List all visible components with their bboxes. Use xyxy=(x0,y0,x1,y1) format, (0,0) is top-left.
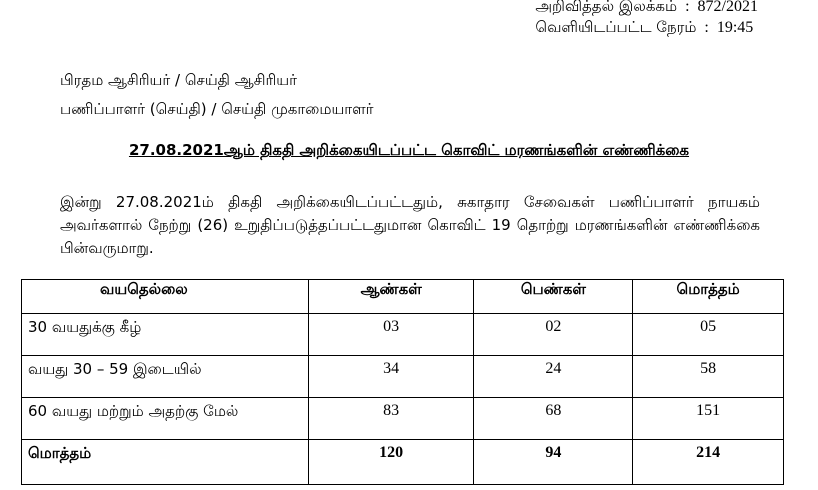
header-age-range: வயதெல்லை xyxy=(22,280,309,314)
notice-number-value: 872/2021 xyxy=(697,0,758,15)
cell-age: வயது 30 – 59 இடையில் xyxy=(22,356,309,398)
intro-paragraph: இன்று 27.08.2021ம் திகதி அறிக்கையிடப்பட்டதும், சுகாதார சேவைகள் பணிப்பாளர் நாயகம் அவர்களால் நேற்று (26) உறுதிப்படுத்தப்பட்டதுமான கொவிட் 19 தொற்று மரணங்களின் எண்ணிக்கை பின்வருமாறு. xyxy=(60,193,760,257)
total-all: 214 xyxy=(633,440,784,485)
table-total-row xyxy=(22,440,784,485)
cell-age: 60 வயது மற்றும் அதற்கு மேல் xyxy=(22,398,309,440)
cell-total: 58 xyxy=(633,356,784,398)
cell-female: 68 xyxy=(474,398,633,440)
release-time-label: வெளியிடப்பட்ட நேரம் xyxy=(535,18,697,36)
notice-meta xyxy=(535,0,758,38)
release-time-value: 19:45 xyxy=(716,19,754,36)
cell-total: 151 xyxy=(633,398,784,440)
release-time-row: வெளியிடப்பட்ட நேரம் : 19:45 xyxy=(535,18,754,36)
total-label: மொத்தம் xyxy=(22,440,309,485)
total-male: 120 xyxy=(308,440,474,485)
table-header-row xyxy=(22,280,784,314)
recipient-line-2: பணிப்பாளர் (செய்தி) / செய்தி முகாமையாளர் xyxy=(60,100,374,118)
header-female: பெண்கள் xyxy=(474,280,633,314)
cell-male: 83 xyxy=(308,398,474,440)
recipients xyxy=(60,66,374,124)
header-total: மொத்தம் xyxy=(633,280,784,314)
cell-total: 05 xyxy=(633,314,784,356)
cell-male: 03 xyxy=(308,314,474,356)
deaths-table xyxy=(21,279,784,485)
table-row xyxy=(22,314,784,356)
table-row xyxy=(22,356,784,398)
cell-female: 02 xyxy=(474,314,633,356)
document-title: 27.08.2021ஆம் திகதி அறிக்கையிடப்பட்ட கொவிட் மரணங்களின் எண்ணிக்கை xyxy=(128,141,690,159)
table-row xyxy=(22,398,784,440)
recipient-line-1: பிரதம ஆசிரியர் / செய்தி ஆசிரியர் xyxy=(60,71,297,89)
notice-number-row: அறிவித்தல் இலக்கம் : 872/2021 xyxy=(535,0,758,17)
header-male: ஆண்கள் xyxy=(308,280,474,314)
notice-number-label: அறிவித்தல் இலக்கம் xyxy=(535,0,678,15)
cell-female: 24 xyxy=(474,356,633,398)
cell-male: 34 xyxy=(308,356,474,398)
cell-age: 30 வயதுக்கு கீழ் xyxy=(22,314,309,356)
total-female: 94 xyxy=(474,440,633,485)
